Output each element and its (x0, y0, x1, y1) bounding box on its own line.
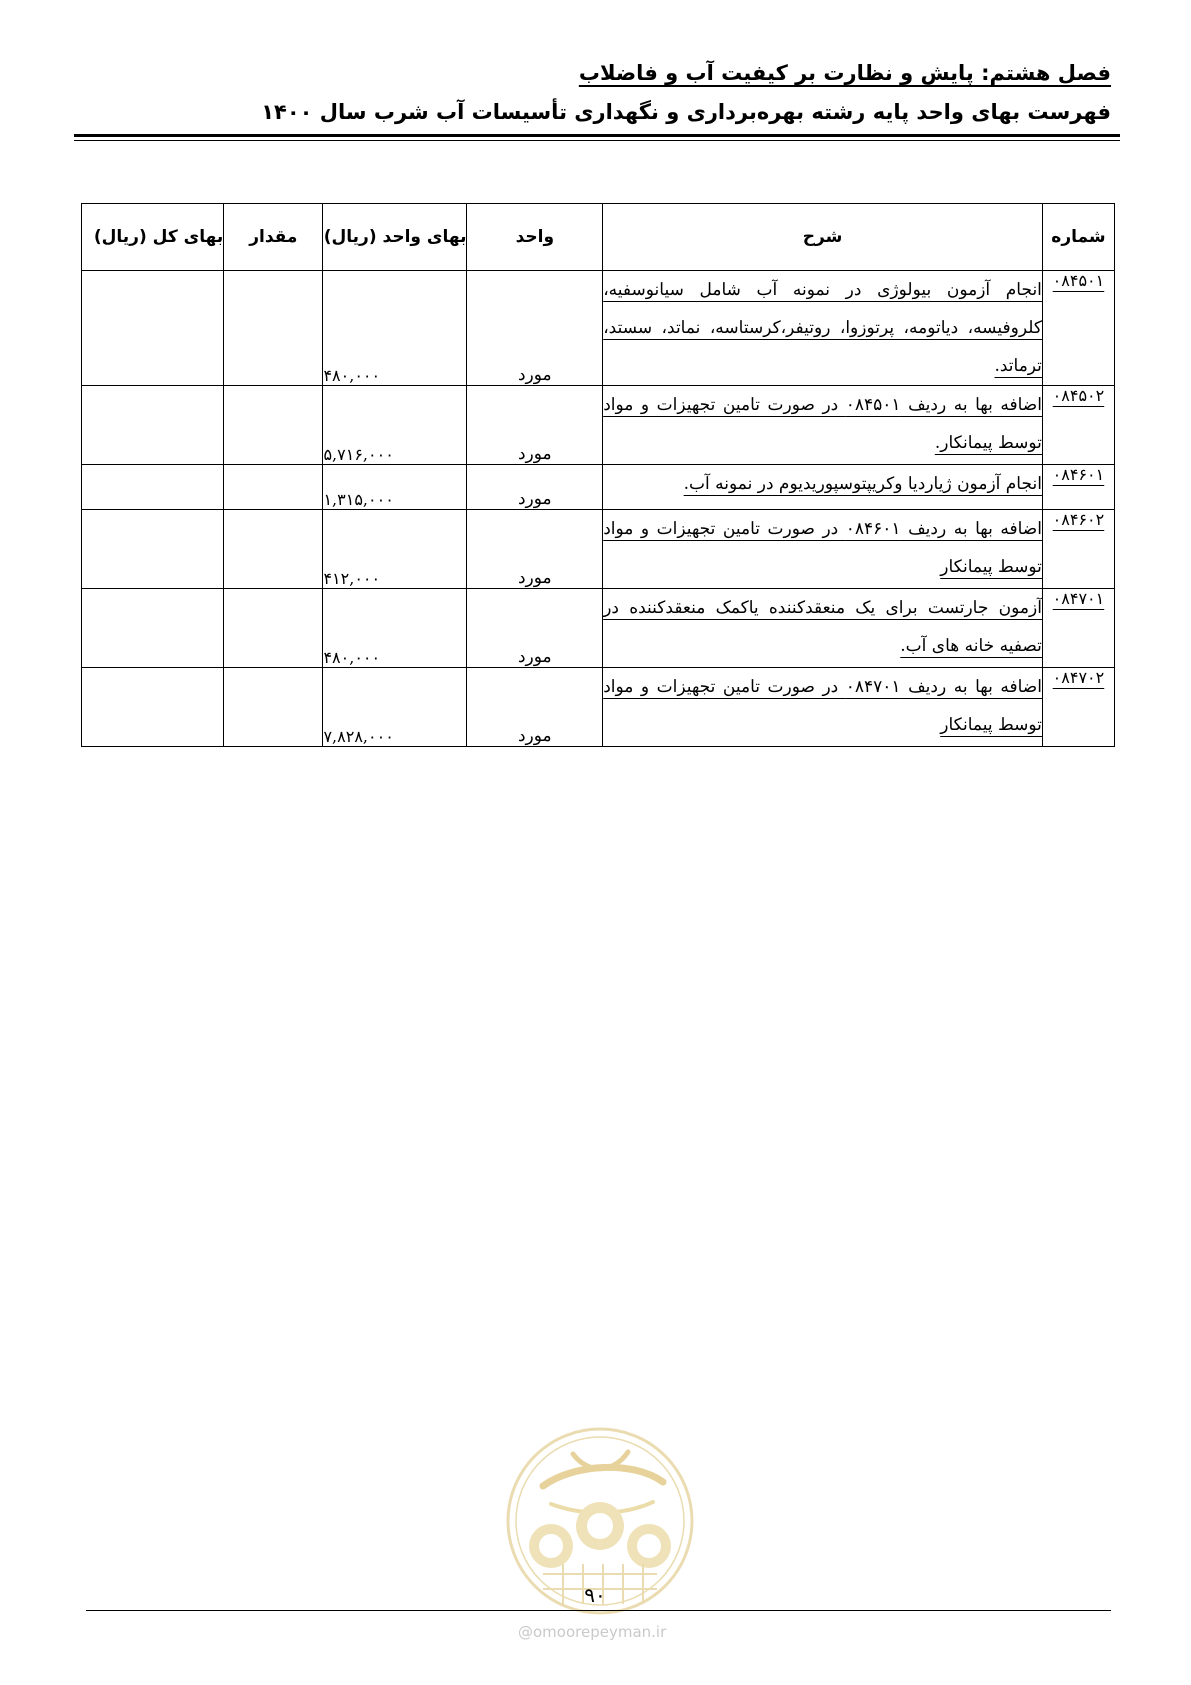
item-unit: مورد (517, 489, 552, 509)
column-header-quantity: مقدار (224, 204, 323, 271)
column-header-code: شماره (1042, 204, 1114, 271)
item-description-cell (603, 386, 1043, 465)
item-description: انجام آزمون ژیاردیا وکریپتوسپوریدیوم در نمونه آب. (683, 474, 1042, 494)
page-header (71, 56, 1111, 130)
item-description-cell (603, 589, 1043, 668)
item-code: ۰۸۴۵۰۱ (1052, 271, 1105, 290)
item-unit-price-cell (323, 510, 467, 589)
item-quantity-cell (224, 465, 323, 510)
item-unit-price-cell (323, 668, 467, 747)
item-unit: مورد (517, 568, 552, 588)
price-list-title: فهرست بهای واحد پایه رشته بهره‌برداری و نگهداری تأسیسات آب شرب سال ۱۴۰۰ (261, 100, 1111, 124)
website-watermark: @omoorepeyman.ir (518, 1623, 667, 1641)
item-unit-cell (467, 465, 603, 510)
item-quantity-cell (224, 510, 323, 589)
item-unit-cell (467, 510, 603, 589)
item-description-cell (603, 271, 1043, 386)
item-code: ۰۸۴۷۰۱ (1052, 589, 1105, 608)
item-unit-price-cell (323, 386, 467, 465)
column-header-description: شرح (603, 204, 1043, 271)
item-unit-price: ۴۱۲,۰۰۰ (323, 569, 381, 588)
item-code-cell (1042, 386, 1114, 465)
column-header-unit: واحد (467, 204, 603, 271)
item-code-cell (1042, 668, 1114, 747)
table-row (82, 386, 1115, 465)
item-unit-cell (467, 386, 603, 465)
item-description: آزمون جارتست برای یک منعقدکننده یاکمک منعقدکننده در تصفیه خانه های آب. (603, 598, 1042, 656)
item-unit-price: ۴۸۰,۰۰۰ (323, 366, 381, 385)
header-rule-thin (74, 140, 1120, 141)
item-total-price-cell (82, 386, 224, 465)
item-code-cell (1042, 589, 1114, 668)
item-unit-price-cell (323, 465, 467, 510)
item-code: ۰۸۴۷۰۲ (1052, 668, 1105, 687)
price-list-table (81, 203, 1115, 747)
table-row (82, 668, 1115, 747)
item-description: اضافه بها به ردیف ۰۸۴۶۰۱ در صورت تامین تجهیزات و مواد توسط پیمانکار (603, 519, 1042, 577)
item-unit-cell (467, 271, 603, 386)
footer-rule (86, 1610, 1111, 1611)
item-quantity-cell (224, 589, 323, 668)
item-unit-price-cell (323, 589, 467, 668)
item-total-price-cell (82, 668, 224, 747)
item-unit: مورد (517, 444, 552, 464)
item-total-price-cell (82, 465, 224, 510)
item-total-price-cell (82, 589, 224, 668)
item-code-cell (1042, 465, 1114, 510)
table-header-row (82, 204, 1115, 271)
item-unit: مورد (517, 365, 552, 385)
item-unit-price: ۴۸۰,۰۰۰ (323, 648, 381, 667)
header-rule-thick (74, 134, 1120, 137)
item-quantity-cell (224, 271, 323, 386)
item-code: ۰۸۴۶۰۲ (1052, 510, 1105, 529)
item-description: انجام آزمون بیولوژی در نمونه آب شامل سیانوسفیه، کلروفیسه، دیاتومه، پرتوزوا، روتیفر،کرستاسه، نماتد، سستد، ترماتد. (603, 280, 1042, 376)
item-code: ۰۸۴۶۰۱ (1052, 465, 1105, 484)
item-total-price-cell (82, 271, 224, 386)
page-number: ۹۰ (584, 1583, 606, 1607)
item-code: ۰۸۴۵۰۲ (1052, 386, 1105, 405)
item-unit-cell (467, 668, 603, 747)
item-description-cell (603, 668, 1043, 747)
item-unit: مورد (517, 726, 552, 746)
chapter-title: فصل هشتم: پایش و نظارت بر کیفیت آب و فاضلاب (578, 61, 1111, 85)
item-unit-price: ۵,۷۱۶,۰۰۰ (323, 445, 394, 464)
item-unit-price: ۷,۸۲۸,۰۰۰ (323, 727, 394, 746)
item-unit-price-cell (323, 271, 467, 386)
table-row (82, 589, 1115, 668)
item-description-cell (603, 465, 1043, 510)
item-description: اضافه بها به ردیف ۰۸۴۷۰۱ در صورت تامین تجهیزات و مواد توسط پیمانکار (603, 677, 1042, 735)
item-code-cell (1042, 510, 1114, 589)
item-description-cell (603, 510, 1043, 589)
item-quantity-cell (224, 386, 323, 465)
item-description: اضافه بها به ردیف ۰۸۴۵۰۱ در صورت تامین تجهیزات و مواد توسط پیمانکار. (603, 395, 1042, 453)
item-code-cell (1042, 271, 1114, 386)
column-header-total-price: بهای کل (ریال) (82, 204, 224, 271)
item-quantity-cell (224, 668, 323, 747)
column-header-unit-price: بهای واحد (ریال) (323, 204, 467, 271)
item-unit-price: ۱,۳۱۵,۰۰۰ (323, 490, 394, 509)
table-row (82, 510, 1115, 589)
item-total-price-cell (82, 510, 224, 589)
table-row (82, 465, 1115, 510)
table-row (82, 271, 1115, 386)
item-unit-cell (467, 589, 603, 668)
item-unit: مورد (517, 647, 552, 667)
